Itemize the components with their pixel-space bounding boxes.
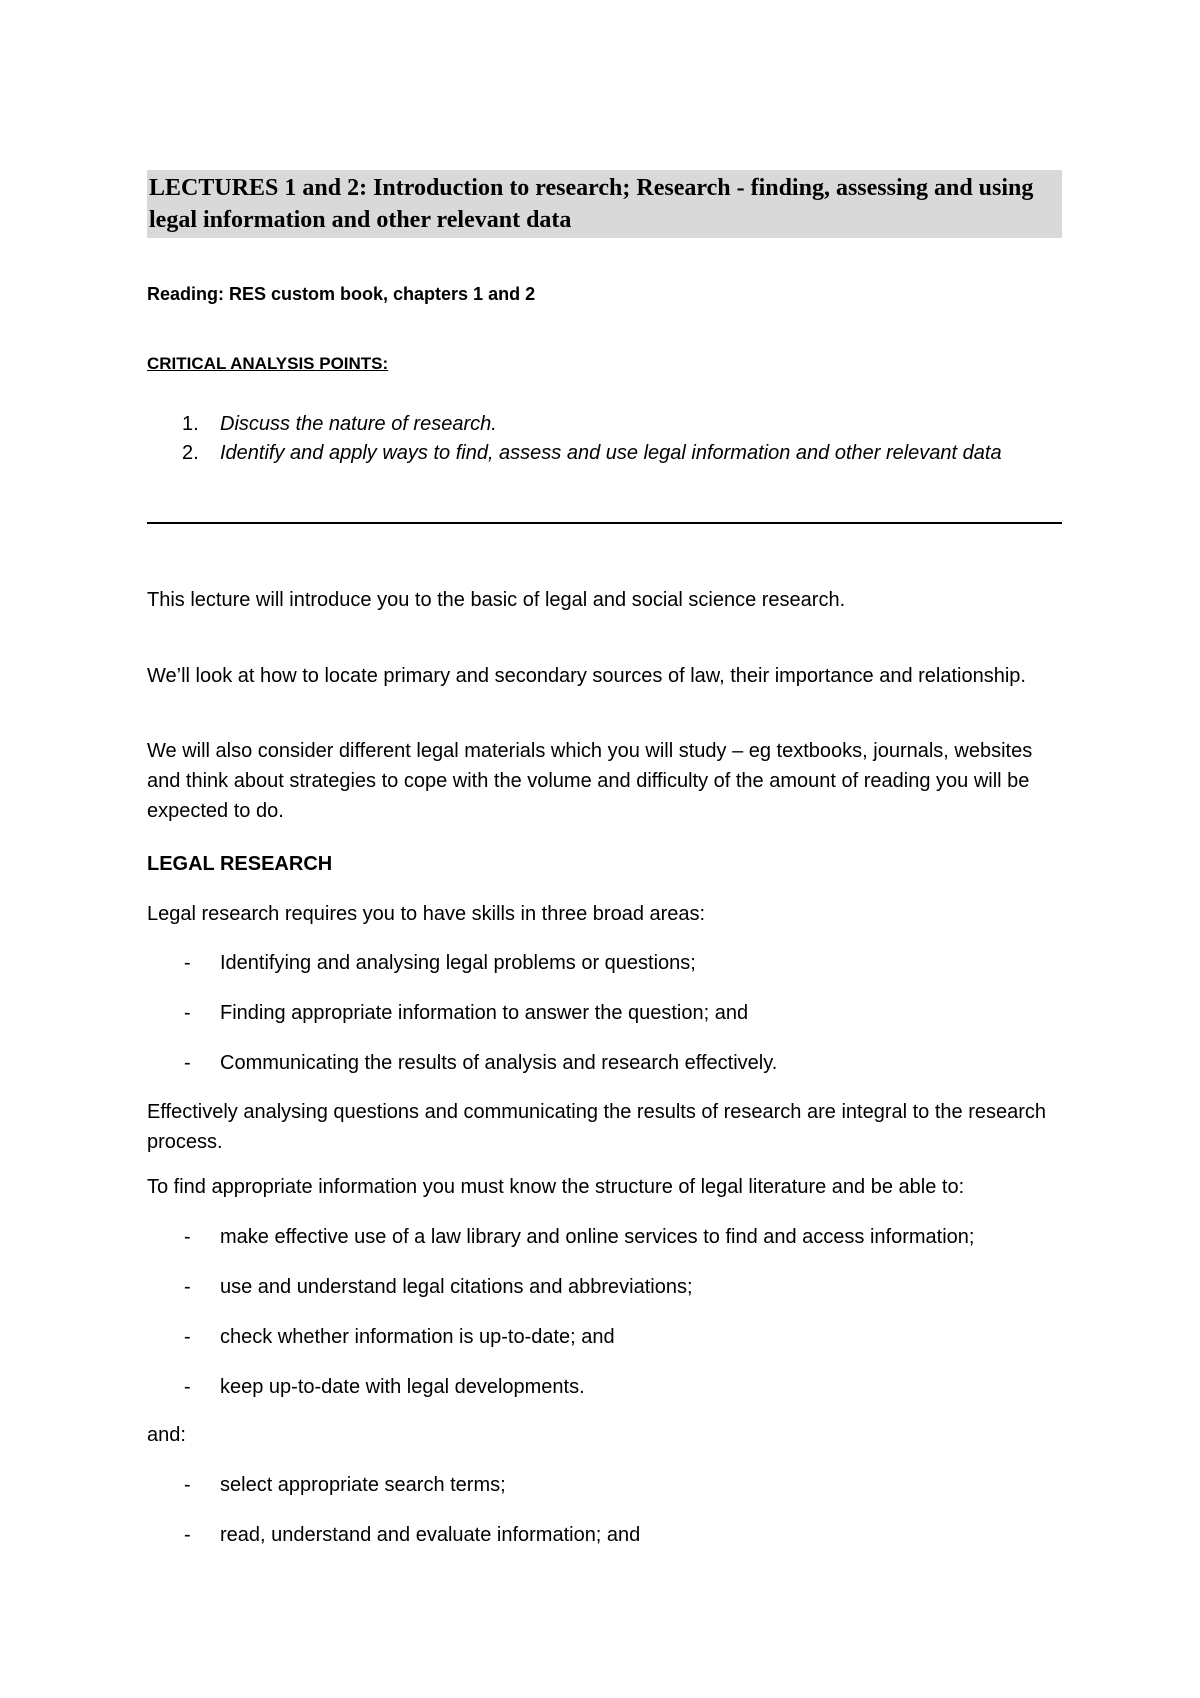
list-item <box>147 1470 1062 1520</box>
document-title: LECTURES 1 and 2: Introduction to research; Research - finding, assessing and using legal information and other relevant data <box>149 175 1034 233</box>
body-paragraph: To find appropriate information you must know the structure of legal literature and be able to: <box>147 1176 965 1198</box>
list-item-text: select appropriate search terms; <box>220 1474 506 1496</box>
list-item-text: keep up-to-date with legal developments. <box>220 1376 585 1398</box>
list-item-text: Identify and apply ways to find, assess and use legal information and other relevant data <box>220 442 1002 464</box>
list-item-text: Identifying and analysing legal problems or questions; <box>220 952 696 974</box>
list-number: 2. <box>182 442 199 464</box>
list-item-text: Discuss the nature of research. <box>220 413 497 435</box>
list-item-text: Finding appropriate information to answer the question; and <box>220 1002 749 1024</box>
list-item <box>147 1322 1062 1372</box>
list-item-text: Communicating the results of analysis and research effectively. <box>220 1052 778 1074</box>
list-item <box>147 948 1062 998</box>
list-item-text: check whether information is up-to-date; and <box>220 1326 615 1348</box>
dash-bullet: - <box>184 1002 191 1024</box>
title-banner <box>147 170 1062 238</box>
dash-bullet: - <box>184 1524 191 1546</box>
body-paragraph: Legal research requires you to have skills in three broad areas: <box>147 903 706 925</box>
list-item-text: read, understand and evaluate information; and <box>220 1524 641 1546</box>
list-item <box>147 410 1062 439</box>
document-page <box>147 170 1062 1546</box>
dash-bullet: - <box>184 1376 191 1398</box>
intro-paragraph: We’ll look at how to locate primary and secondary sources of law, their importance and relationship. <box>147 665 1026 687</box>
skills-list <box>147 948 1062 1098</box>
list-item <box>147 1520 1062 1570</box>
list-item <box>147 1272 1062 1322</box>
critical-analysis-list <box>147 410 1062 468</box>
dash-bullet: - <box>184 1276 191 1298</box>
list-item <box>147 998 1062 1048</box>
legal-research-heading: LEGAL RESEARCH <box>147 853 333 875</box>
critical-analysis-heading: CRITICAL ANALYSIS POINTS: <box>147 354 389 373</box>
section-divider <box>147 522 1062 524</box>
dash-bullet: - <box>184 952 191 974</box>
list-number: 1. <box>182 413 199 435</box>
intro-paragraph: This lecture will introduce you to the basic of legal and social science research. <box>147 589 846 611</box>
list-item-text: make effective use of a law library and online services to find and access information; <box>220 1226 975 1248</box>
list-item-text: use and understand legal citations and abbreviations; <box>220 1276 693 1298</box>
body-paragraph: Effectively analysing questions and communicating the results of research are integral to the research process. <box>147 1101 1047 1153</box>
reading-note: Reading: RES custom book, chapters 1 and 2 <box>147 284 536 304</box>
dash-bullet: - <box>184 1474 191 1496</box>
intro-paragraph: We will also consider different legal materials which you will study – eg textbooks, journals, websites and think about strategies to cope with the volume and difficulty of the amount of reading you will be expected to do. <box>147 740 1033 822</box>
list-item <box>147 1222 1062 1272</box>
list-item <box>147 439 1062 468</box>
find-info-list <box>147 1222 1062 1422</box>
list-item <box>147 1372 1062 1422</box>
dash-bullet: - <box>184 1226 191 1248</box>
dash-bullet: - <box>184 1326 191 1348</box>
and-list <box>147 1470 1062 1570</box>
dash-bullet: - <box>184 1052 191 1074</box>
body-paragraph: and: <box>147 1424 186 1446</box>
list-item <box>147 1048 1062 1098</box>
